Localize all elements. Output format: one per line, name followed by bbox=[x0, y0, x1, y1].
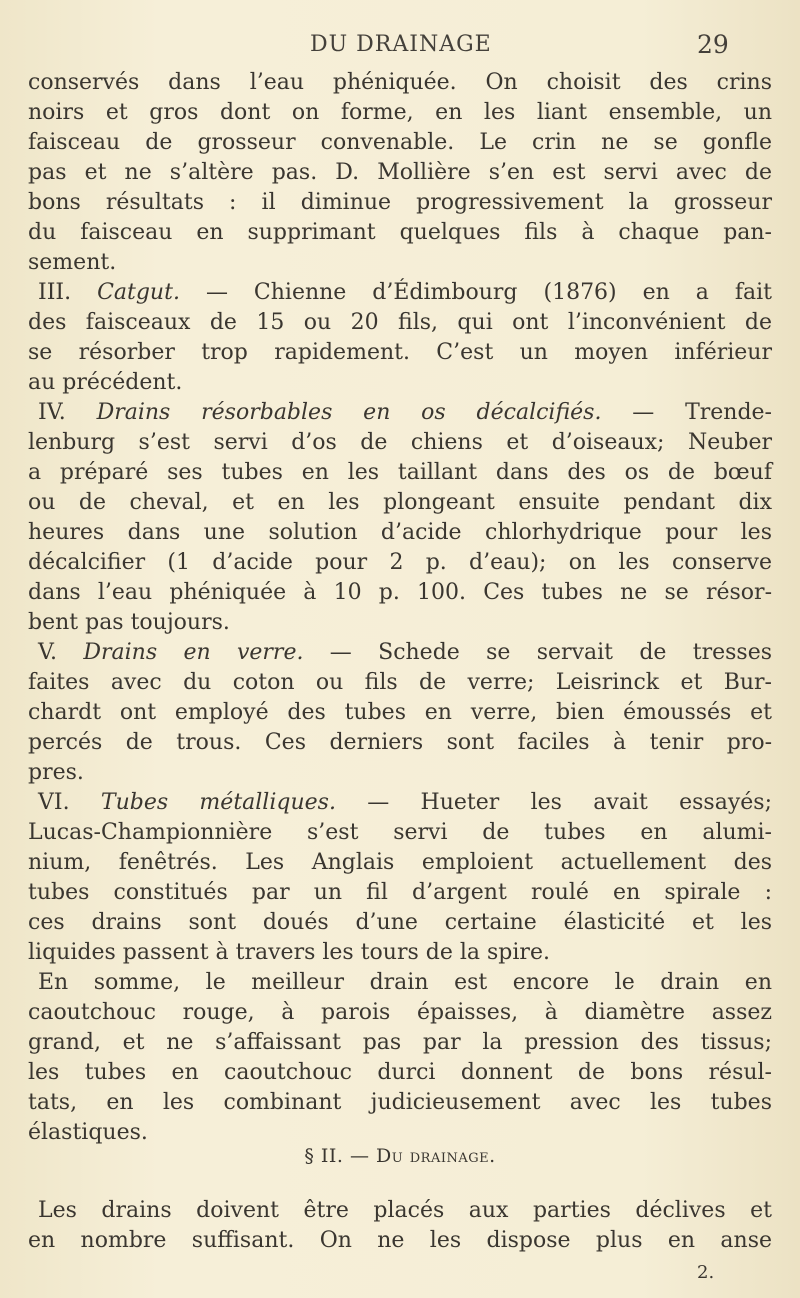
text-line: pas et ne s’altère pas. D. Mollière s’en est servi avec de bbox=[28, 160, 772, 185]
text-line: du faisceau en supprimant quelques fils à chaque pan- bbox=[28, 220, 772, 245]
item-title: Catgut. bbox=[97, 280, 180, 305]
text-line: a préparé ses tubes en les taillant dans des os de bœuf bbox=[28, 460, 772, 485]
text-line: ces drains sont doués d’une certaine élasticité et les bbox=[28, 910, 772, 935]
section-number: VI. bbox=[38, 790, 70, 815]
text-line: noirs et gros dont on forme, en les liant ensemble, un bbox=[28, 100, 772, 125]
text-line: conservés dans l’eau phéniquée. On choisit des crins bbox=[28, 70, 772, 95]
signature-mark: 2. bbox=[697, 1262, 715, 1283]
paragraph-heading-tubes-metalliques bbox=[38, 788, 772, 818]
section-heading bbox=[0, 1145, 800, 1167]
text-line: tubes constitués par un fil d’argent roulé en spirale : bbox=[28, 880, 772, 905]
paragraph-heading-drains-os bbox=[38, 398, 772, 428]
running-title: DU DRAINAGE bbox=[310, 32, 492, 57]
text-line: élastiques. bbox=[28, 1120, 148, 1145]
text-line: liquides passent à travers les tours de la spire. bbox=[28, 940, 550, 965]
item-title: Tubes métalliques. bbox=[100, 790, 336, 815]
page-number: 29 bbox=[697, 30, 729, 59]
text-line: ou de cheval, et en les plongeant ensuite pendant dix bbox=[28, 490, 772, 515]
text-line: nium, fenêtrés. Les Anglais emploient actuellement des bbox=[28, 850, 772, 875]
text-line: se résorber trop rapidement. C’est un moyen inférieur bbox=[28, 340, 772, 365]
text-line: lenburg s’est servi d’os de chiens et d’oiseaux; Neuber bbox=[28, 430, 772, 455]
text-line: grand, et ne s’affaissant pas par la pression des tissus; bbox=[28, 1030, 772, 1055]
item-text: — Chienne d’Édimbourg (1876) en a fait bbox=[205, 280, 773, 305]
text-line: au précédent. bbox=[28, 370, 183, 395]
paragraph-heading-catgut bbox=[38, 278, 772, 308]
text-line: bent pas toujours. bbox=[28, 610, 230, 635]
text-line: tats, en les combinant judicieusement avec les tubes bbox=[28, 1090, 772, 1115]
text-line: en nombre suffisant. On ne les dispose plus en anse bbox=[28, 1228, 772, 1253]
item-title: Drains en verre. bbox=[83, 640, 304, 665]
text-line: bons résultats : il diminue progressivement la grosseur bbox=[28, 190, 772, 215]
section-number: IV. bbox=[38, 400, 66, 425]
section-number: V. bbox=[38, 640, 58, 665]
section-prefix: § II. — bbox=[304, 1145, 377, 1167]
text-line: Lucas-Championnière s’est servi de tubes en alumi- bbox=[28, 820, 772, 845]
text-line: caoutchouc rouge, à parois épaisses, à diamètre assez bbox=[28, 1000, 772, 1025]
text-line: chardt ont employé des tubes en verre, bien émoussés et bbox=[28, 700, 772, 725]
text-line: les tubes en caoutchouc durci donnent de bons résul- bbox=[28, 1060, 772, 1085]
text-line: heures dans une solution d’acide chlorhydrique pour les bbox=[28, 520, 772, 545]
running-head bbox=[0, 30, 800, 66]
text-line: faites avec du coton ou fils de verre; Leisrinck et Bur- bbox=[28, 670, 772, 695]
item-text: — Schede se servait de tresses bbox=[329, 640, 773, 665]
paragraph-heading-drains-verre bbox=[38, 638, 772, 668]
item-title: Drains résorbables en os décalcifiés. bbox=[96, 400, 602, 425]
section-number: III. bbox=[38, 280, 72, 305]
text-line: dans l’eau phéniquée à 10 p. 100. Ces tubes ne se résor- bbox=[28, 580, 772, 605]
text-line: des faisceaux de 15 ou 20 fils, qui ont l’inconvénient de bbox=[28, 310, 772, 335]
item-text: — Hueter les avait essayés; bbox=[367, 790, 772, 815]
text-line: percés de trous. Ces derniers sont faciles à tenir pro- bbox=[28, 730, 772, 755]
text-line: pres. bbox=[28, 760, 84, 785]
text-line: Les drains doivent être placés aux parties déclives et bbox=[38, 1198, 772, 1223]
section-title: Du drainage. bbox=[376, 1145, 496, 1167]
text-line: sement. bbox=[28, 250, 117, 275]
text-line: faisceau de grosseur convenable. Le crin ne se gonfle bbox=[28, 130, 772, 155]
item-text: — Trende- bbox=[632, 400, 772, 425]
text-line: décalcifier (1 d’acide pour 2 p. d’eau); on les conserve bbox=[28, 550, 772, 575]
text-line: En somme, le meilleur drain est encore le drain en bbox=[38, 970, 772, 995]
